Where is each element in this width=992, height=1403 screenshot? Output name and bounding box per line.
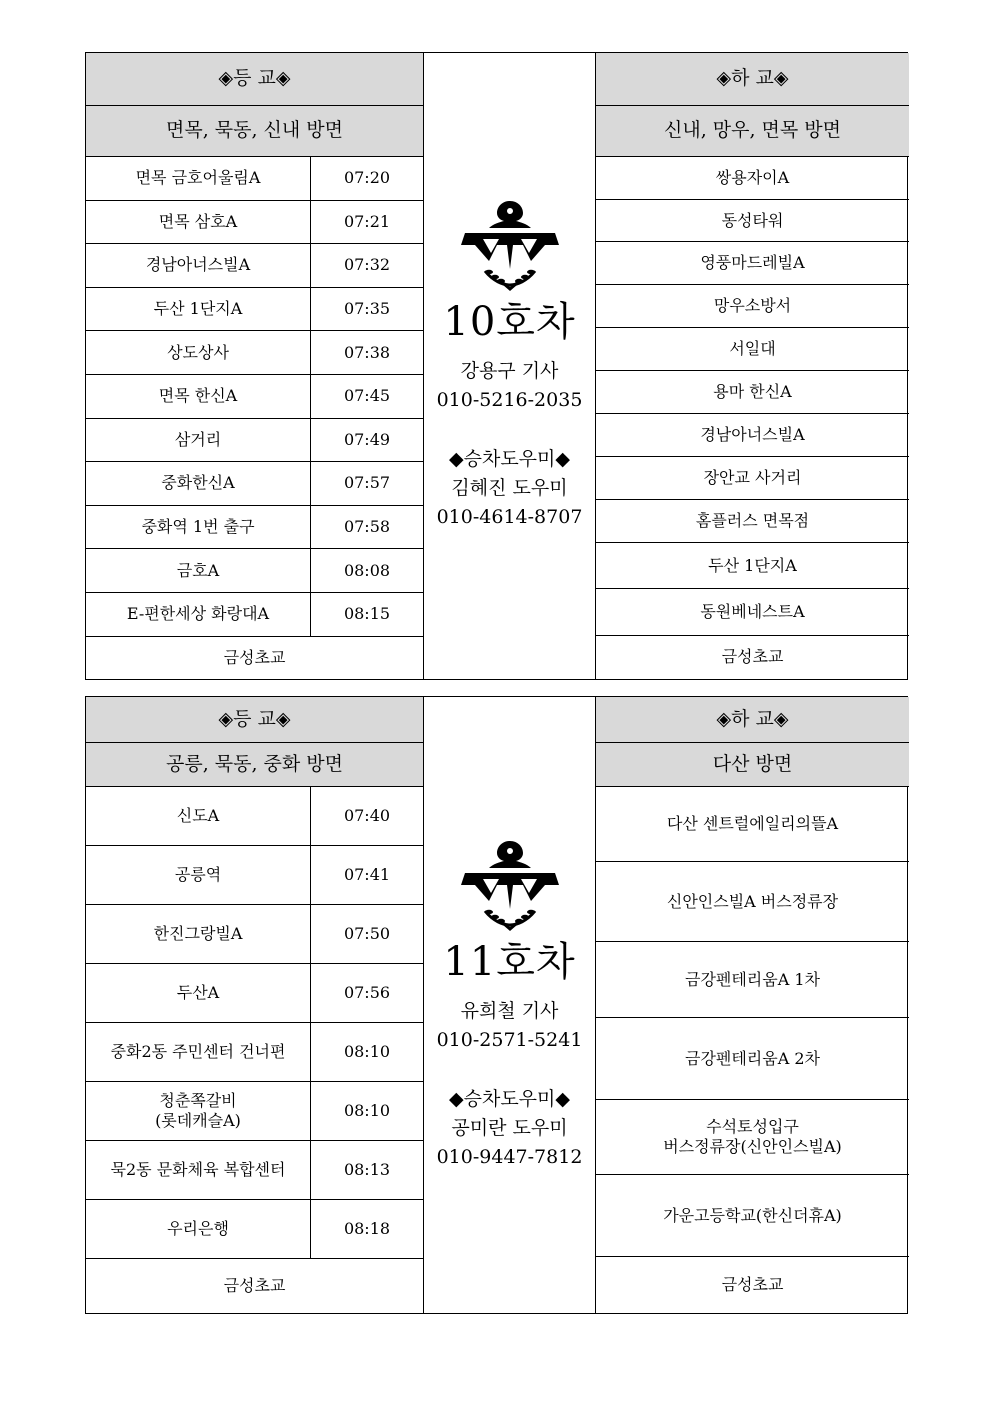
stop-time: 08:08 [311,549,424,593]
return-stop [596,1100,909,1175]
going-title: ◈등 교◈ [86,697,424,743]
stop-name-text: 청춘쪽갈비 [159,1091,237,1110]
stop-name-text: 두산 1단지A [153,299,243,319]
stop-time: 07:49 [311,419,424,463]
return-title: ◈하 교◈ [596,697,909,743]
stop-time: 07:35 [311,288,424,332]
stop-name-text: 중화한신A [161,473,235,493]
return-direction: 다산 방면 [596,743,909,787]
stop-time: 07:56 [311,964,424,1023]
helper-phone: 010-9447-7812 [436,1145,583,1168]
driver: 강용구 기사 [460,360,559,383]
stop-name-text: E-편한세상 화랑대A [126,604,270,624]
return-stop: 신안인스빌A 버스정류장 [596,862,909,942]
return-stop: 홈플러스 면목점 [596,500,909,543]
stop-name-text: 신도A [176,806,220,825]
stop-name [86,787,311,846]
stop-time: 07:57 [311,462,424,506]
return-stop: 두산 1단지A [596,543,909,589]
school-emblem-icon [455,199,565,291]
school-emblem-icon [455,839,565,931]
return-stop: 쌍용자이A [596,157,909,200]
return-stop-line: 수석토성입구 [706,1117,799,1136]
return-destination: 금성초교 [721,1275,784,1294]
stop-time: 07:58 [311,506,424,550]
going-destination: 금성초교 [86,1259,424,1313]
stop-time: 07:50 [311,905,424,964]
return-stop: 경남아너스빌A [596,414,909,457]
stop-time: 08:10 [311,1023,424,1082]
stop-name [86,419,311,463]
stop-time: 08:10 [311,1082,424,1141]
stop-name-text: 중화역 1번 출구 [141,517,255,537]
helper-title: ◆승차도우미◆ [449,1087,570,1110]
stop-name [86,201,311,245]
stop-name-text: 중화2동 주민센터 건너편 [110,1042,286,1061]
driver-phone: 010-2571-5241 [436,1028,583,1051]
stop-time: 07:32 [311,244,424,288]
stop-name [86,1023,311,1082]
schedule-block-2 [85,696,908,1314]
stop-time: 08:18 [311,1200,424,1259]
stop-name [86,244,311,288]
stop-time: 08:15 [311,593,424,637]
helper-phone: 010-4614-8707 [436,506,583,529]
stop-name-text: 삼거리 [174,429,222,449]
return-stop: 동원베네스트A [596,589,909,636]
driver: 유희철 기사 [460,999,559,1022]
going-direction: 면목, 묵동, 신내 방면 [86,106,424,157]
stop-name [86,157,311,201]
stop-name-text: 묵2동 문화체육 복합센터 [110,1160,286,1179]
stop-name [86,549,311,593]
stop-name-sub: (롯데캐슬A) [155,1111,241,1130]
return-direction: 신내, 망우, 면목 방면 [596,106,909,157]
stop-name-text: 경남아너스빌A [145,255,251,275]
stop-time: 07:21 [311,201,424,245]
stop-name-text: 우리은행 [167,1219,229,1238]
return-title: ◈하 교◈ [596,53,909,106]
stop-name [86,506,311,550]
stop-time: 07:20 [311,157,424,201]
return-stop: 가운고등학교(한신더휴A) [596,1175,909,1257]
helper: 공미란 도우미 [451,1116,568,1139]
stop-name-text: 금호A [176,560,220,580]
going-destination: 금성초교 [86,637,424,679]
stop-name [86,288,311,332]
stop-name [86,375,311,419]
stop-name-text: 면목 삼호A [158,211,238,231]
return-stop: 장안교 사거리 [596,457,909,500]
going-title: ◈등 교◈ [86,53,424,106]
stop-time: 07:38 [311,331,424,375]
stop-name [86,331,311,375]
return-stop: 동성타워 [596,200,909,242]
stop-time: 08:13 [311,1141,424,1200]
stop-name-text: 면목 한신A [158,386,238,406]
return-stop: 금강펜테리움A 2차 [596,1018,909,1100]
stop-name [86,905,311,964]
return-column [596,697,909,1313]
stop-name [86,593,311,637]
bus-info [424,53,596,679]
return-destination: 금성초교 [721,647,784,667]
stop-name-text: 두산A [176,983,220,1002]
driver-phone: 010-5216-2035 [436,389,583,412]
helper: 김혜진 도우미 [451,477,568,500]
stop-name-text: 공릉역 [174,865,222,884]
bus-info [424,697,596,1313]
stop-name-text: 한진그랑빌A [153,924,243,943]
stop-name-text: 면목 금호어울림A [135,168,261,188]
stop-name-text: 상도상사 [167,342,229,362]
stop-name [86,846,311,905]
stop-time: 07:41 [311,846,424,905]
return-stop: 금강펜테리움A 1차 [596,942,909,1018]
stop-name [86,1141,311,1200]
bus-number: 11호차 [443,938,576,985]
return-stop: 용마 한신A [596,371,909,414]
stop-name [86,1200,311,1259]
stop-time: 07:45 [311,375,424,419]
stop-name [86,1082,311,1141]
return-column [596,53,909,679]
schedule-block-1 [85,52,908,680]
stop-name [86,964,311,1023]
stop-name [86,462,311,506]
return-stop: 서일대 [596,328,909,371]
helper-title: ◆승차도우미◆ [449,448,570,471]
going-direction: 공릉, 묵동, 중화 방면 [86,743,424,787]
return-stop-line: 버스정류장(신안인스빌A) [663,1137,842,1156]
return-stop: 망우소방서 [596,285,909,328]
return-stop: 영풍마드레빌A [596,242,909,285]
return-stop: 다산 센트럴에일리의뜰A [596,787,909,862]
stop-time: 07:40 [311,787,424,846]
bus-number: 10호차 [443,299,576,346]
